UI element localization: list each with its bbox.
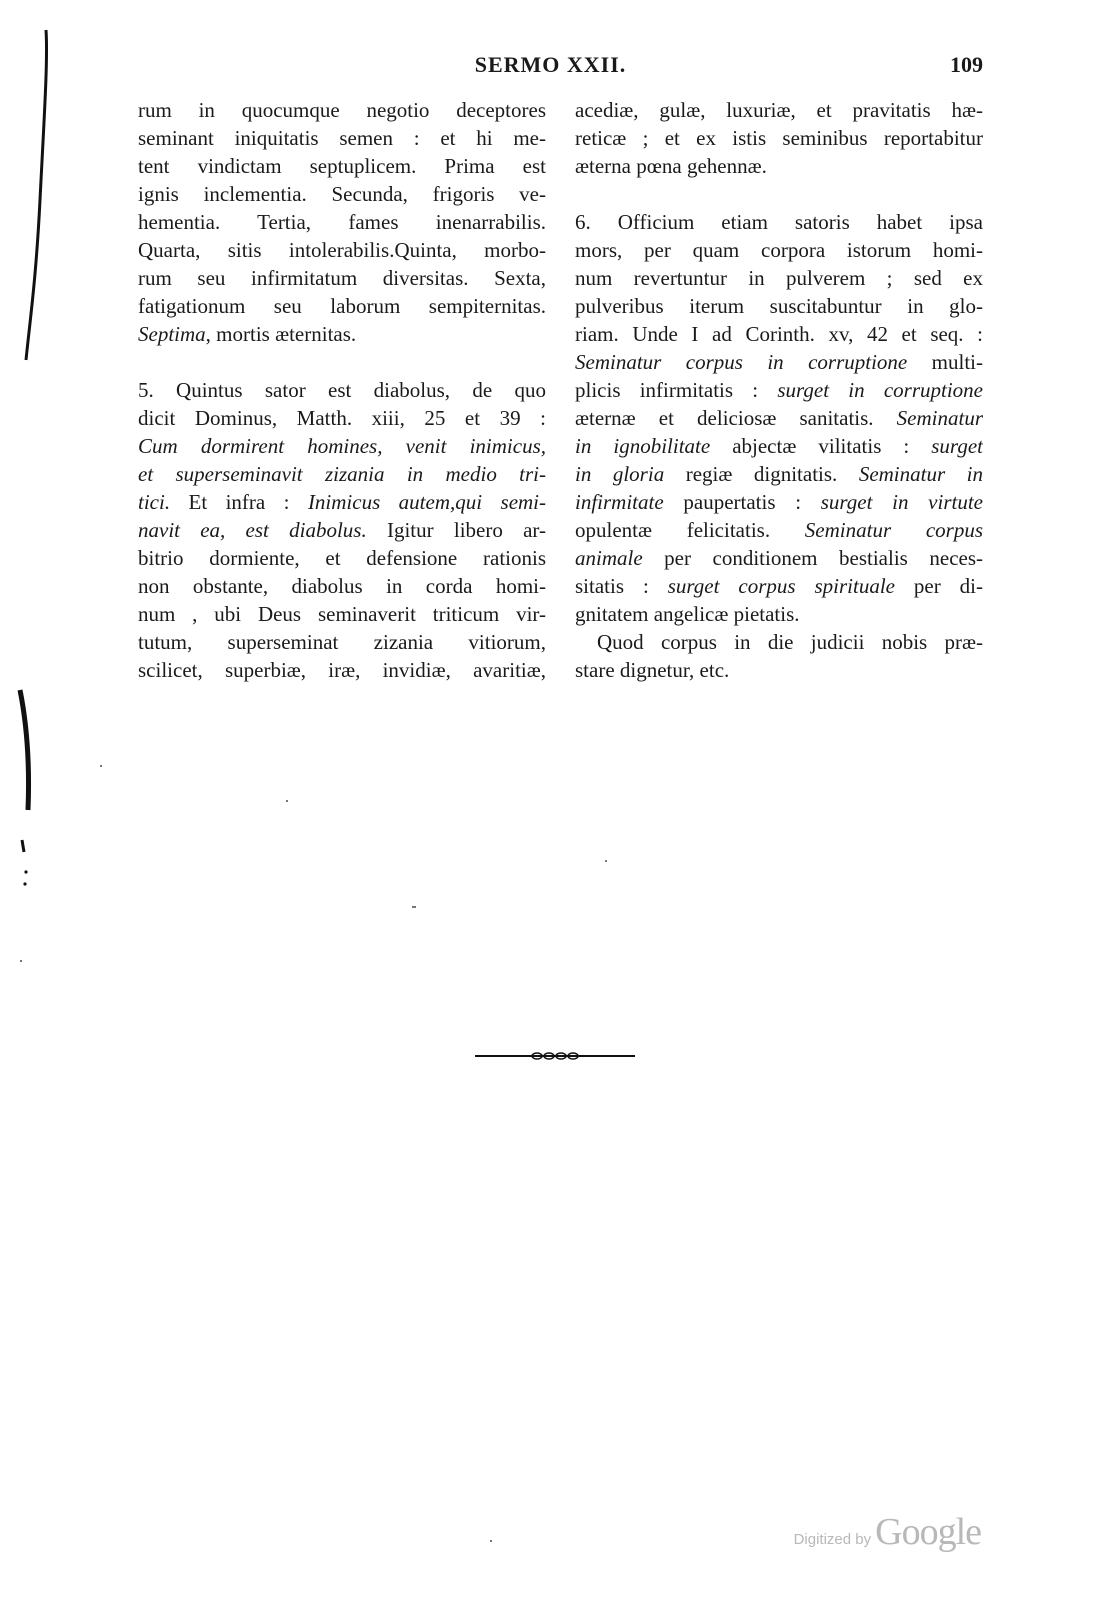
text-line: rum seu infirmitatum diversitas. Sexta, <box>138 266 546 290</box>
text-line: Seminatur corpus in corruptione multi- <box>575 350 983 374</box>
text-line: Quod corpus in die judicii nobis præ- <box>597 630 983 654</box>
text-line: opulentæ felicitatis. Seminatur corpus <box>575 518 983 542</box>
text-line: fatigationum seu laborum sempiternitas. <box>138 294 546 318</box>
text-line: navit ea, est diabolus. Igitur libero ar- <box>138 518 546 542</box>
text-line: non obstante, diabolus in corda homi- <box>138 574 546 598</box>
digitized-watermark <box>794 1510 981 1554</box>
text-line: ignis inclementia. Secunda, frigoris ve- <box>138 182 546 206</box>
text-line: num revertuntur in pulverem ; sed ex <box>575 266 983 290</box>
text-line: stare dignetur, etc. <box>575 658 730 682</box>
text-line: æternæ et deliciosæ sanitatis. Seminatur <box>575 406 983 430</box>
text-line: mors, per quam corpora istorum homi- <box>575 238 983 262</box>
text-line: seminant iniquitatis semen : et hi me- <box>138 126 546 150</box>
text-line: acediæ, gulæ, luxuriæ, et pravitatis hæ- <box>575 98 983 122</box>
text-line: Cum dormirent homines, venit inimicus, <box>138 434 546 458</box>
watermark-prefix: Digitized by <box>793 1531 872 1548</box>
text-line: in ignobilitate abjectæ vilitatis : surget <box>575 434 983 458</box>
text-line: Septima, mortis æternitas. <box>138 322 357 346</box>
text-line: Quarta, sitis intolerabilis.Quinta, morbo- <box>138 238 546 262</box>
text-line: rum in quocumque negotio deceptores <box>138 98 546 122</box>
text-line: dicit Dominus, Matth. xiii, 25 et 39 : <box>138 406 546 430</box>
text-line: 6. Officium etiam satoris habet ipsa <box>575 210 983 234</box>
scan-speck <box>20 960 22 962</box>
text-line: æterna pœna gehennæ. <box>575 154 767 178</box>
running-title: SERMO XXII. <box>474 52 627 77</box>
text-line: tent vindictam septuplicem. Prima est <box>138 154 546 178</box>
text-line: animale per conditionem bestialis neces- <box>575 546 983 570</box>
scan-speck <box>490 1540 492 1542</box>
text-line: pulveribus iterum suscitabuntur in glo- <box>575 294 983 318</box>
text-line: scilicet, superbiæ, iræ, invidiæ, avaritiæ, <box>138 658 546 682</box>
text-line: in gloria regiæ dignitatis. Seminatur in <box>575 462 983 486</box>
text-line: bitrio dormiente, et defensione rationis <box>138 546 546 570</box>
right-column <box>575 96 983 684</box>
text-line: gnitatem angelicæ pietatis. <box>575 602 800 626</box>
scan-speck <box>100 765 102 767</box>
left-column <box>138 96 546 684</box>
scan-edge-marks <box>0 0 60 1600</box>
scan-speck <box>286 800 288 802</box>
text-line: 5. Quintus sator est diabolus, de quo <box>138 378 546 402</box>
text-line: tutum, superseminat zizania vitiorum, <box>138 630 546 654</box>
paragraph-gap <box>575 180 983 208</box>
scan-speck <box>412 906 416 908</box>
text-line: infirmitate paupertatis : surget in virtute <box>575 490 983 514</box>
text-line: riam. Unde I ad Corinth. xv, 42 et seq. : <box>575 322 983 346</box>
text-line: plicis infirmitatis : surget in corruptione <box>575 378 983 402</box>
text-line: sitatis : surget corpus spirituale per di- <box>575 574 983 598</box>
page-number: 109 <box>950 52 983 77</box>
text-line: et superseminavit zizania in medio tri- <box>138 462 546 486</box>
google-logo: Google <box>875 1511 981 1553</box>
ornamental-divider <box>475 1049 635 1063</box>
text-line: hementia. Tertia, fames inenarrabilis. <box>138 210 546 234</box>
text-line: tici. Et infra : Inimicus autem,qui semi- <box>138 490 546 514</box>
scan-speck <box>605 860 607 862</box>
text-line: reticæ ; et ex istis seminibus reportabitur <box>575 126 983 150</box>
text-line: num , ubi Deus seminaverit triticum vir- <box>138 602 546 626</box>
paragraph-gap <box>138 348 546 376</box>
